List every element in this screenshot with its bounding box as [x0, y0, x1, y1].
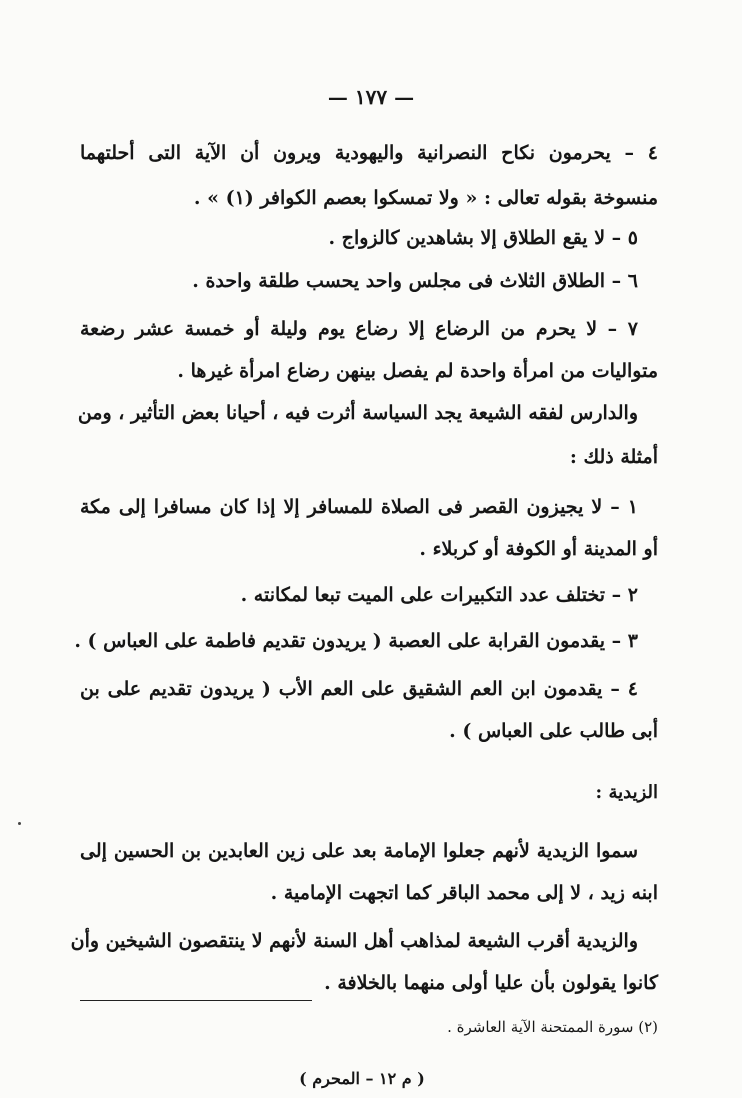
- text-line-item6: ٦ – الطلاق الثلاث فى مجلس واحد يحسب طلقة واحدة .: [192, 270, 638, 292]
- page-signature: ( م ١٢ – المحرم ): [299, 1069, 425, 1088]
- text-line-para-1: والدارس لفقه الشيعة يجد السياسة أثرت فيه ، أحيانا بعض التأثير ، ومن: [77, 402, 638, 424]
- footnote: (٢) سورة الممتحنة الآية العاشرة .: [447, 1018, 658, 1036]
- text-line-item4-1: ٤ – يحرمون نكاح النصرانية واليهودية ويرون أن الآية التى أحلتهما: [80, 142, 658, 164]
- text-line-item4-2: منسوخة بقوله تعالى : « ولا تمسكوا بعصم الكوافر (١) » .: [193, 187, 658, 209]
- text-line-zaydi-4: كانوا يقولون بأن عليا أولى منهما بالخلافة .: [324, 972, 658, 994]
- footnote-divider: [80, 1000, 312, 1001]
- page-number: — ١٧٧ —: [327, 85, 415, 109]
- text-line-zaydi-3: والزيدية أقرب الشيعة لمذاهب أهل السنة لأنهم لا ينتقصون الشيخين وأن: [70, 930, 638, 952]
- text-line-zaydi-2: ابنه زيد ، لا إلى محمد الباقر كما اتجهت الإمامية .: [270, 882, 658, 904]
- text-line-para-2: أمثلة ذلك :: [569, 446, 658, 468]
- text-line-zaydi-1: سموا الزيدية لأنهم جعلوا الإمامة بعد على زين العابدين بن الحسين إلى: [80, 840, 638, 862]
- text-line-ex1-2: أو المدينة أو الكوفة أو كربلاء .: [419, 538, 658, 560]
- text-line-item5: ٥ – لا يقع الطلاق إلا بشاهدين كالزواج .: [328, 227, 638, 249]
- text-line-item7-2: متواليات من امرأة واحدة لم يفصل بينهن رضاع امرأة غيرها .: [177, 360, 658, 382]
- text-line-ex3: ٣ – يقدمون القرابة على العصبة ( يريدون تقديم فاطمة على العباس ) .: [74, 630, 638, 652]
- text-line-ex2: ٢ – تختلف عدد التكبيرات على الميت تبعا لمكانته .: [240, 584, 638, 606]
- text-line-ex4-1: ٤ – يقدمون ابن العم الشقيق على العم الأب ( يريدون تقديم على بن: [80, 678, 638, 700]
- text-line-item7-1: ٧ – لا يحرم من الرضاع إلا رضاع يوم وليلة أو خمسة عشر رضعة: [80, 318, 638, 340]
- text-line-ex4-2: أبى طالب على العباس ) .: [449, 720, 658, 742]
- section-heading: الزيدية :: [595, 782, 658, 803]
- scan-speck: [18, 822, 21, 825]
- text-line-ex1-1: ١ – لا يجيزون القصر فى الصلاة للمسافر إلا إذا كان مسافرا إلى مكة: [80, 496, 638, 518]
